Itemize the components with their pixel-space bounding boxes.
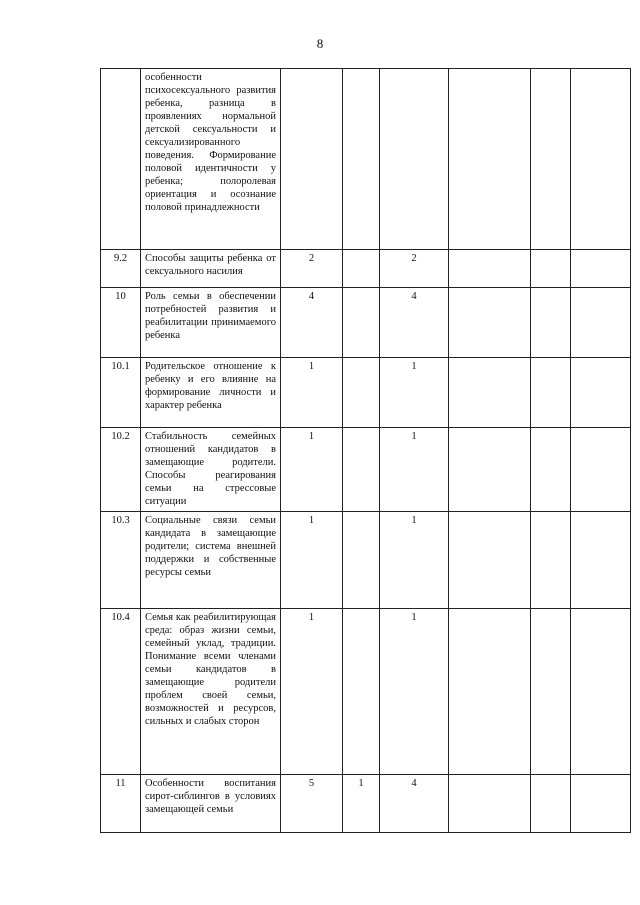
empty-cell [571, 428, 631, 512]
table-row [101, 288, 631, 358]
table-row [101, 775, 631, 833]
empty-cell [449, 775, 531, 833]
empty-cell [571, 609, 631, 775]
row-number: 9.2 [101, 250, 141, 288]
total-hours-cell: 2 [281, 250, 343, 288]
row-number: 10.2 [101, 428, 141, 512]
topic-cell: Роль семьи в обеспечении потребностей развития и реабилитации принимаемого ребенка [141, 288, 281, 358]
practice-hours-cell: 1 [380, 358, 449, 428]
lecture-hours-cell: 1 [343, 775, 380, 833]
empty-cell [531, 775, 571, 833]
practice-hours-cell: 4 [380, 288, 449, 358]
empty-cell [531, 358, 571, 428]
table-row [101, 250, 631, 288]
empty-cell [449, 69, 531, 250]
empty-cell [571, 358, 631, 428]
total-hours-cell: 1 [281, 512, 343, 609]
total-hours-cell: 4 [281, 288, 343, 358]
practice-hours-cell: 1 [380, 512, 449, 609]
topic-cell: Семья как реабилитирующая среда: образ жизни семьи, семейный уклад, традиции. Понимание всеми членами семьи кандидатов в замещающие родители проблем своей семьи, возможностей и ресурсов, сильных и слабых сторон [141, 609, 281, 775]
lecture-hours-cell [343, 250, 380, 288]
table-row [101, 358, 631, 428]
lecture-hours-cell [343, 358, 380, 428]
total-hours-cell: 1 [281, 609, 343, 775]
practice-hours-cell: 1 [380, 609, 449, 775]
table-row [101, 69, 631, 250]
topic-cell: Родительское отношение к ребенку и его влияние на формирование личности и характер ребенка [141, 358, 281, 428]
empty-cell [531, 288, 571, 358]
empty-cell [531, 428, 571, 512]
lecture-hours-cell [343, 512, 380, 609]
row-number [101, 69, 141, 250]
empty-cell [571, 69, 631, 250]
topic-cell: Социальные связи семьи кандидата в замещающие родители; система внешней поддержки и собственные ресурсы семьи [141, 512, 281, 609]
empty-cell [449, 358, 531, 428]
total-hours-cell: 1 [281, 428, 343, 512]
empty-cell [531, 609, 571, 775]
empty-cell [571, 512, 631, 609]
empty-cell [571, 775, 631, 833]
row-number: 10.3 [101, 512, 141, 609]
practice-hours-cell: 2 [380, 250, 449, 288]
empty-cell [531, 69, 571, 250]
empty-cell [449, 512, 531, 609]
total-hours-cell [281, 69, 343, 250]
page-number: 8 [316, 36, 324, 51]
topic-cell: Стабильность семейных отношений кандидатов в замещающие родители. Способы реагирования семьи на стрессовые ситуации [141, 428, 281, 512]
topic-cell: Особенности воспитания сирот-сиблингов в условиях замещающей семьи [141, 775, 281, 833]
empty-cell [531, 512, 571, 609]
total-hours-cell: 5 [281, 775, 343, 833]
row-number: 10.4 [101, 609, 141, 775]
curriculum-table [100, 68, 631, 833]
practice-hours-cell: 4 [380, 775, 449, 833]
empty-cell [449, 428, 531, 512]
empty-cell [449, 250, 531, 288]
lecture-hours-cell [343, 288, 380, 358]
table-row [101, 609, 631, 775]
lecture-hours-cell [343, 428, 380, 512]
practice-hours-cell: 1 [380, 428, 449, 512]
empty-cell [449, 288, 531, 358]
row-number: 10 [101, 288, 141, 358]
empty-cell [571, 250, 631, 288]
topic-cell: особенности психосексуального развития ребенка, разница в проявлениях нормальной детской сексуальности и сексуализированного поведения. Формирование половой идентичности у ребенка; полоролевая ориентация и осознание половой принадлежности [141, 69, 281, 250]
empty-cell [531, 250, 571, 288]
practice-hours-cell [380, 69, 449, 250]
empty-cell [571, 288, 631, 358]
topic-cell: Способы защиты ребенка от сексуального насилия [141, 250, 281, 288]
lecture-hours-cell [343, 609, 380, 775]
table-row [101, 428, 631, 512]
lecture-hours-cell [343, 69, 380, 250]
row-number: 10.1 [101, 358, 141, 428]
row-number: 11 [101, 775, 141, 833]
total-hours-cell: 1 [281, 358, 343, 428]
table-row [101, 512, 631, 609]
empty-cell [449, 609, 531, 775]
